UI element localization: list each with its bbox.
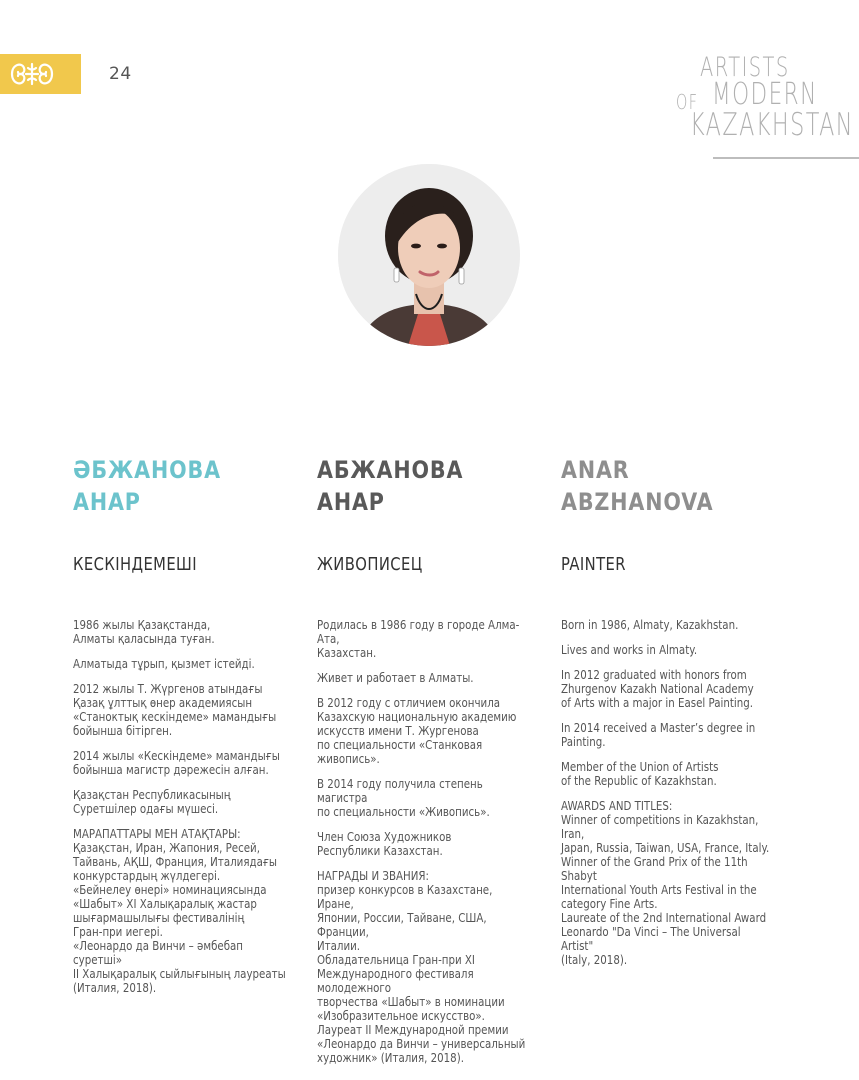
profession-ru: ЖИВОПИСЕЦ [317,554,423,575]
publication-logo [668,52,854,152]
bio-paragraph: Родилась в 1986 году в городе Алма-Ата, Казахстан. [317,617,520,660]
artist-given-name-kz: АНАР [73,488,141,516]
bio-awards: НАГРАДЫ И ЗВАНИЯ: призер конкурсов в Казахстане, Иране, Японии, России, Тайване, США, Франции, Италии. Обладательница Гран-при XI Международного фестиваля молодежного творчества «Шабыт» в номинации «Изобразительное искусство». Лауреат II Международной премии «Леонардо да Винчи – универсальный художник» (Италия, 2018). [317,868,526,1065]
artist-surname-en: ABZHANOVA [561,488,714,516]
bio-paragraph: В 2012 году с отличием окончила Казахскую национальную академию искусств имени Т. Жургенова по специальности «Станковая живопись». [317,695,517,766]
column-russian [317,454,557,1065]
bio-paragraph: In 2012 graduated with honors from Zhurgenov Kazakh National Academy of Arts with a major in Easel Painting. [561,667,754,710]
bio-en [561,618,774,978]
bio-paragraph: In 2014 received a Master’s degree in Painting. [561,720,756,749]
ornament-tab [0,54,81,94]
artist-surname-kz: ӘБЖАНОВА [73,456,221,484]
column-kazakh [73,454,313,995]
ornament-icon [8,58,56,90]
column-english [561,454,801,967]
artist-name-en [561,454,767,518]
bio-paragraph: Член Союза Художников Республики Казахстан. [317,829,452,858]
bio-paragraph: Born in 1986, Almaty, Kazakhstan. [561,617,739,632]
bio-paragraph: Lives and works in Almaty. [561,642,698,657]
artist-name-kz [73,454,279,518]
artist-name-ru [317,454,523,518]
profession-kz: КЕСКІНДЕМЕШІ [73,554,198,575]
logo-underline [713,157,859,159]
artist-portrait [338,164,520,346]
bio-paragraph: Живет и работает в Алматы. [317,670,474,685]
logo-line-of: OF [676,90,699,114]
bio-kz [73,618,286,1006]
page-number: 24 [109,64,132,84]
bio-awards: МАРАПАТТАРЫ МЕН АТАҚТАРЫ: Қазақстан, Иран, Жапония, Ресей, Тайвань, АҚШ, Франция, Италиядағы конкурстардың жүлдегері. «Бейнелеу өнері» номинациясында «Шабыт» XI Халықаралық жастар шығармашылығы фестивалінің Гран-при иегері. «Леонардо да Винчи – әмбебап суретші» II Халықаралық сыйлығының лауреаты (Италия, 2018). [73,826,286,995]
artist-given-name-ru: АНАР [317,488,385,516]
bio-paragraph: Қазақстан Республикасының Суретшілер одағы мүшесі. [73,787,231,816]
bio-paragraph: 2012 жылы Т. Жүргенов атындағы Қазақ ұлттық өнер академиясын «Станоктық кескіндеме» мамандығы бойынша бітірген. [73,681,277,738]
profession-en: PAINTER [561,554,626,575]
logo-line-kazakhstan: KAZAKHSTAN [690,107,854,143]
logo-line-modern: MODERN [712,77,818,112]
bio-paragraph: 1986 жылы Қазақстанда, Алматы қаласында туған. [73,617,215,646]
bio-ru [317,618,530,1076]
bio-paragraph: 2014 жылы «Кескіндеме» мамандығы бойынша магистр дәрежесін алған. [73,748,280,777]
bio-paragraph: Member of the Union of Artists of the Republic of Kazakhstan. [561,759,719,788]
artist-given-name-en: ANAR [561,456,630,484]
bio-paragraph: В 2014 году получила степень магистра по специальности «Живопись». [317,776,490,819]
bio-awards: AWARDS AND TITLES: Winner of competitions in Kazakhstan, Iran, Japan, Russia, Taiwan, USA, France, Italy. Winner of the Grand Prix of the 11th Shabyt International Youth Arts Festival in the category Fine Arts. Laureate of the 2nd International Award Leonardo "Da Vinci – The Universal Artist" (Italy, 2018). [561,798,770,967]
logo-line-artists: ARTISTS [700,52,790,83]
artist-surname-ru: АБЖАНОВА [317,456,464,484]
bio-paragraph: Алматыда тұрып, қызмет істейді. [73,656,255,671]
